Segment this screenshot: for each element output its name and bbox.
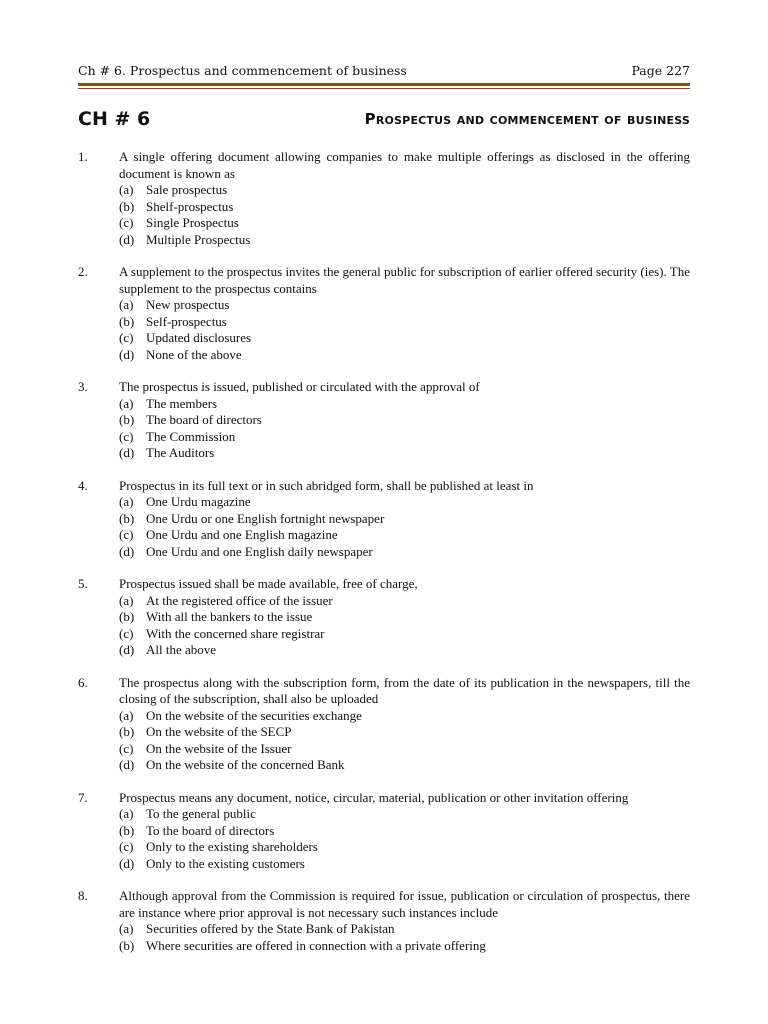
option-text: All the above bbox=[146, 642, 217, 657]
answer-option bbox=[119, 921, 690, 938]
option-text: On the website of the Issuer bbox=[146, 740, 292, 756]
header-rule-thin bbox=[78, 88, 690, 89]
answer-option bbox=[119, 527, 690, 544]
option-text: To the board of directors bbox=[146, 822, 275, 838]
answer-option bbox=[119, 839, 690, 856]
option-text: Where securities are offered in connection with a private offering bbox=[146, 937, 486, 953]
page-number: Page 227 bbox=[631, 63, 690, 78]
answer-option bbox=[119, 347, 690, 364]
answer-option bbox=[119, 445, 690, 462]
question-number: 2. bbox=[78, 264, 88, 279]
question-item bbox=[78, 675, 690, 774]
option-text: Self-prospectus bbox=[146, 313, 227, 329]
question-stem: Prospectus issued shall be made available, free of charge, bbox=[119, 576, 418, 591]
answer-option bbox=[119, 609, 690, 626]
option-text: The Auditors bbox=[146, 445, 215, 460]
option-text: Multiple Prospectus bbox=[146, 231, 251, 247]
option-letter: (a) bbox=[119, 494, 134, 509]
option-text: At the registered office of the issuer bbox=[146, 592, 333, 608]
question-item bbox=[78, 478, 690, 561]
option-letter: (c) bbox=[119, 527, 134, 542]
answer-option bbox=[119, 757, 690, 774]
option-text: Updated disclosures bbox=[146, 330, 252, 345]
option-letter: (b) bbox=[119, 724, 135, 739]
header-rule-thick bbox=[78, 83, 690, 86]
option-list bbox=[119, 297, 690, 363]
option-list bbox=[119, 921, 690, 954]
chapter-heading bbox=[78, 108, 690, 134]
option-letter: (b) bbox=[119, 937, 135, 953]
option-letter: (d) bbox=[119, 855, 135, 871]
question-number: 3. bbox=[78, 379, 88, 394]
answer-option bbox=[119, 429, 690, 446]
option-letter: (d) bbox=[119, 543, 135, 559]
option-letter: (c) bbox=[119, 839, 134, 854]
option-text: On the website of the concerned Bank bbox=[146, 757, 345, 772]
option-letter: (d) bbox=[119, 642, 135, 657]
option-letter: (d) bbox=[119, 231, 135, 247]
question-number: 1. bbox=[78, 149, 88, 164]
option-text: Shelf-prospectus bbox=[146, 198, 234, 214]
option-letter: (d) bbox=[119, 757, 135, 772]
chapter-number: CH # 6 bbox=[78, 108, 151, 130]
option-letter: (a) bbox=[119, 921, 134, 936]
option-text: On the website of the securities exchange bbox=[146, 707, 362, 723]
answer-option bbox=[119, 199, 690, 216]
option-text: One Urdu and one English magazine bbox=[146, 527, 338, 542]
question-stem: Although approval from the Commission is required for issue, publication or circulation of prospectus, there are instance where prior approval is not necessary such instances include bbox=[119, 888, 690, 920]
option-letter: (a) bbox=[119, 395, 134, 411]
answer-option bbox=[119, 412, 690, 429]
question-item bbox=[78, 790, 690, 873]
option-list bbox=[119, 182, 690, 248]
question-item bbox=[78, 576, 690, 659]
answer-option bbox=[119, 396, 690, 413]
answer-option bbox=[119, 544, 690, 561]
running-header bbox=[78, 63, 690, 83]
question-number: 5. bbox=[78, 576, 88, 591]
option-text: The Commission bbox=[146, 428, 236, 444]
option-text: Single Prospectus bbox=[146, 215, 239, 230]
answer-option bbox=[119, 642, 690, 659]
option-letter: (c) bbox=[119, 215, 134, 230]
option-text: None of the above bbox=[146, 346, 242, 362]
chapter-title: Prospectus and commencement of business bbox=[364, 110, 690, 128]
option-letter: (b) bbox=[119, 198, 135, 214]
option-text: The members bbox=[146, 395, 218, 411]
option-list bbox=[119, 396, 690, 462]
option-text: Sale prospectus bbox=[146, 182, 228, 197]
question-stem: A supplement to the prospectus invites the general public for subscription of earlier offered security (ies). The supplement to the prospectus contains bbox=[119, 264, 690, 296]
question-number: 8. bbox=[78, 888, 88, 903]
question-item bbox=[78, 149, 690, 248]
answer-option bbox=[119, 182, 690, 199]
question-number: 4. bbox=[78, 477, 88, 493]
answer-option bbox=[119, 856, 690, 873]
option-text: New prospectus bbox=[146, 297, 230, 312]
option-text: With all the bankers to the issue bbox=[146, 609, 313, 624]
question-list bbox=[78, 149, 690, 970]
option-letter: (a) bbox=[119, 806, 134, 821]
question-stem: Prospectus in its full text or in such abridged form, shall be published at least in bbox=[119, 477, 534, 493]
option-text: Only to the existing customers bbox=[146, 855, 305, 871]
question-number: 6. bbox=[78, 674, 88, 690]
option-letter: (a) bbox=[119, 297, 134, 312]
option-letter: (c) bbox=[119, 625, 134, 641]
option-text: One Urdu magazine bbox=[146, 494, 251, 509]
option-letter: (a) bbox=[119, 182, 134, 197]
option-letter: (b) bbox=[119, 412, 135, 427]
answer-option bbox=[119, 593, 690, 610]
question-stem: Prospectus means any document, notice, circular, material, publication or other invitation offering bbox=[119, 789, 629, 805]
option-text: Only to the existing shareholders bbox=[146, 839, 318, 854]
question-item bbox=[78, 888, 690, 954]
answer-option bbox=[119, 708, 690, 725]
question-item bbox=[78, 379, 690, 462]
answer-option bbox=[119, 724, 690, 741]
option-text: Securities offered by the State Bank of Pakistan bbox=[146, 921, 395, 936]
option-letter: (d) bbox=[119, 346, 135, 362]
option-letter: (c) bbox=[119, 740, 134, 756]
answer-option bbox=[119, 741, 690, 758]
option-list bbox=[119, 806, 690, 872]
question-stem: A single offering document allowing companies to make multiple offerings as disclosed in the offering document is known as bbox=[119, 149, 690, 181]
option-letter: (d) bbox=[119, 445, 135, 460]
answer-option bbox=[119, 215, 690, 232]
option-letter: (a) bbox=[119, 592, 134, 608]
option-text: The board of directors bbox=[146, 412, 262, 427]
option-letter: (b) bbox=[119, 609, 135, 624]
option-text: To the general public bbox=[146, 806, 256, 821]
option-text: One Urdu and one English daily newspaper bbox=[146, 543, 373, 559]
option-letter: (b) bbox=[119, 510, 135, 526]
option-letter: (c) bbox=[119, 330, 134, 345]
option-letter: (b) bbox=[119, 822, 135, 838]
question-number: 7. bbox=[78, 789, 88, 805]
question-stem: The prospectus along with the subscription form, from the date of its publication in the newspapers, till the closing of the subscription, shall also be uploaded bbox=[119, 674, 690, 706]
option-list bbox=[119, 494, 690, 560]
option-list bbox=[119, 593, 690, 659]
answer-option bbox=[119, 626, 690, 643]
option-letter: (b) bbox=[119, 313, 135, 329]
question-item bbox=[78, 264, 690, 363]
option-list bbox=[119, 708, 690, 774]
option-text: With the concerned share registrar bbox=[146, 625, 325, 641]
answer-option bbox=[119, 823, 690, 840]
answer-option bbox=[119, 938, 690, 955]
running-header-chapter: Ch # 6. Prospectus and commencement of business bbox=[78, 63, 407, 78]
answer-option bbox=[119, 806, 690, 823]
answer-option bbox=[119, 297, 690, 314]
answer-option bbox=[119, 232, 690, 249]
answer-option bbox=[119, 330, 690, 347]
answer-option bbox=[119, 314, 690, 331]
option-text: On the website of the SECP bbox=[146, 724, 292, 739]
option-letter: (a) bbox=[119, 707, 134, 723]
answer-option bbox=[119, 494, 690, 511]
question-stem: The prospectus is issued, published or circulated with the approval of bbox=[119, 379, 480, 394]
option-text: One Urdu or one English fortnight newspaper bbox=[146, 510, 385, 526]
answer-option bbox=[119, 511, 690, 528]
option-letter: (c) bbox=[119, 428, 134, 444]
